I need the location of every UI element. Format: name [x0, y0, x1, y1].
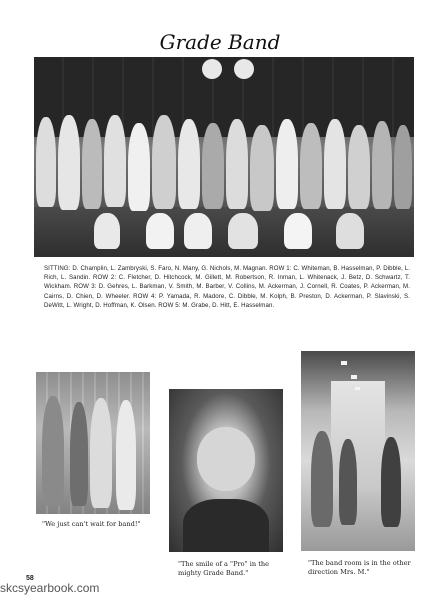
girl-figure	[42, 396, 64, 506]
shoulders	[183, 499, 269, 552]
band-member	[178, 119, 200, 209]
smiling-face	[197, 427, 255, 491]
band-member	[82, 119, 102, 209]
band-member	[104, 115, 126, 207]
band-photo-caption: SITTING: D. Champlin, L. Zambryski, S. Faro, N. Many, G. Nichols, M. Magnan. ROW 1: C. Whiteman, B. Hasselman, P. Dibble, L. Rich, L. Sandin. ROW 2: C. Fletcher, D. Hitchcock, M. Gillett, M. Robertson, R. Inman, L. Whitenack, J. Betz, D. Schwartz, T. Wickham. ROW 3: D. Gehres, L. Barkman, V. Smith, M. Barber, V. Collins, M. Ackerman, J. Cornell, R. Coates, P. Ackerman, M. Cairns, D. Chien, D. Wheeler. ROW 4: P. Yamada, R. Madore, C. Dibble, M. Kolph, B. Preston, D. Ackerman, P. Slavinski, S. DeWitt, L. Wright, D. Hoffman, K. Olsen. ROW 5: M. Grabe, D. Hitt, E. Hasselman.	[44, 265, 410, 309]
band-member	[58, 115, 80, 210]
girl-figure	[70, 402, 88, 506]
walking-figure	[311, 431, 333, 527]
band-member	[300, 123, 322, 209]
band-member	[226, 119, 248, 209]
band-member	[202, 123, 224, 209]
band-member	[372, 121, 392, 209]
seated-member	[336, 213, 364, 249]
band-group-photo	[34, 57, 414, 257]
band-member	[276, 119, 298, 209]
caption-smile: "The smile of a "Pro" in the mighty Grade Band."	[178, 560, 270, 577]
page-number: 58	[26, 575, 34, 582]
band-member	[394, 125, 412, 209]
candid-photo-hallway	[301, 351, 415, 551]
girl-figure	[90, 398, 112, 508]
seated-member	[94, 213, 120, 249]
candid-photo-smile	[169, 389, 283, 552]
candid-photo-girls	[36, 372, 150, 514]
seated-member	[184, 213, 212, 249]
band-member	[324, 119, 346, 209]
sousaphone-bell	[234, 59, 254, 79]
seated-member	[146, 213, 174, 249]
band-member	[250, 125, 274, 211]
walking-figure	[381, 437, 401, 527]
ceiling-light	[355, 387, 360, 390]
band-member	[128, 123, 150, 211]
band-member	[152, 115, 176, 209]
seated-member	[284, 213, 312, 249]
seated-member	[228, 213, 258, 249]
watermark: skcsyearbook.com	[0, 581, 100, 595]
caption-girls: "We just can't wait for band!"	[42, 520, 141, 528]
band-members	[34, 85, 414, 255]
band-member	[348, 125, 370, 209]
band-member	[36, 117, 56, 207]
walking-figure	[339, 439, 357, 525]
girl-figure	[116, 400, 136, 510]
ceiling-light	[351, 375, 357, 379]
ceiling-light	[341, 361, 347, 365]
caption-hallway: "The band room is in the other direction Mrs. M."	[308, 559, 411, 576]
page-title: Grade Band	[159, 30, 281, 54]
sousaphone-bell	[202, 59, 222, 79]
